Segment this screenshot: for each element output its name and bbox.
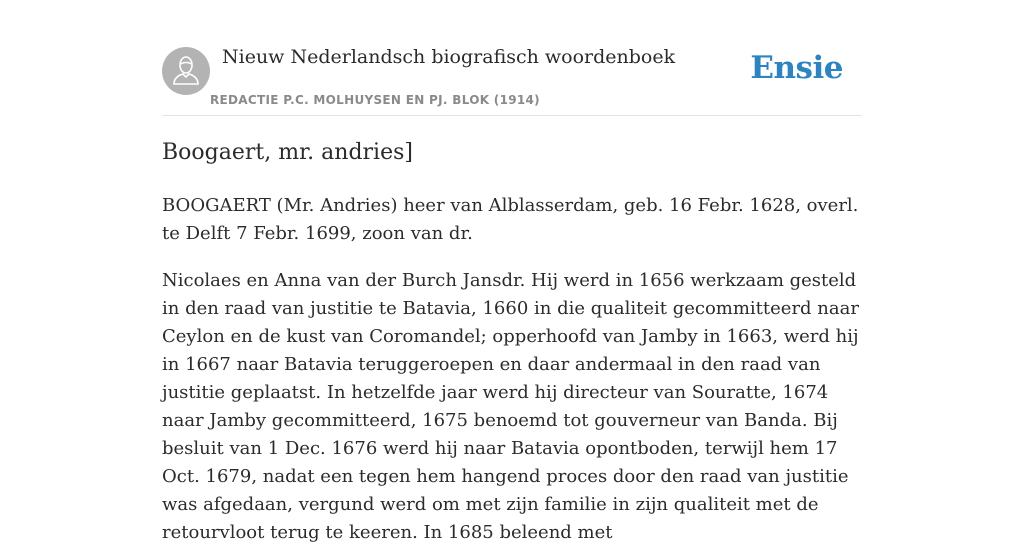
avatar[interactable] [162,47,210,95]
entry-paragraph: Nicolaes en Anna van der Burch Jansdr. Hij werd in 1656 werkzaam gesteld in den raad van justitie te Batavia, 1660 in die qualiteit gecommitteerd naar Ceylon en de kust van Coromandel; opperhoofd van Jamby in 1663, werd hij in 1667 naar Batavia teruggeroepen en daar andermaal in den raad van justitie geplaatst. In hetzelfde jaar werd hij directeur van Souratte, 1674 naar Jamby gecommitteerd, 1675 benoemd tot gouverneur van Banda. Bij besluit van 1 Dec. 1676 werd hij naar Batavia opontboden, terwijl hem 17 Oct. 1679, nadat een tegen hem hangend proces door den raad van justitie was afgedaan, vergund werd om met zijn familie in zijn qualiteit met de retourvloot terug te keeren. In 1685 beleend met [162,270,859,543]
source-header [162,0,862,116]
entry-paragraph: BOOGAERT (Mr. Andries) heer van Alblasserdam, geb. 16 Febr. 1628, overl. te Delft 7 Febr. 1699, zoon van dr. [162,195,859,244]
person-icon [162,47,210,95]
ensie-logo[interactable]: Ensie [750,50,843,86]
source-editors: REDACTIE P.C. MOLHUYSEN EN PJ. BLOK (1914) [210,93,540,107]
source-title[interactable]: Nieuw Nederlandsch biografisch woordenboek [222,46,676,68]
entry-title: Boogaert, mr. andries] [162,140,413,165]
page [162,0,862,543]
